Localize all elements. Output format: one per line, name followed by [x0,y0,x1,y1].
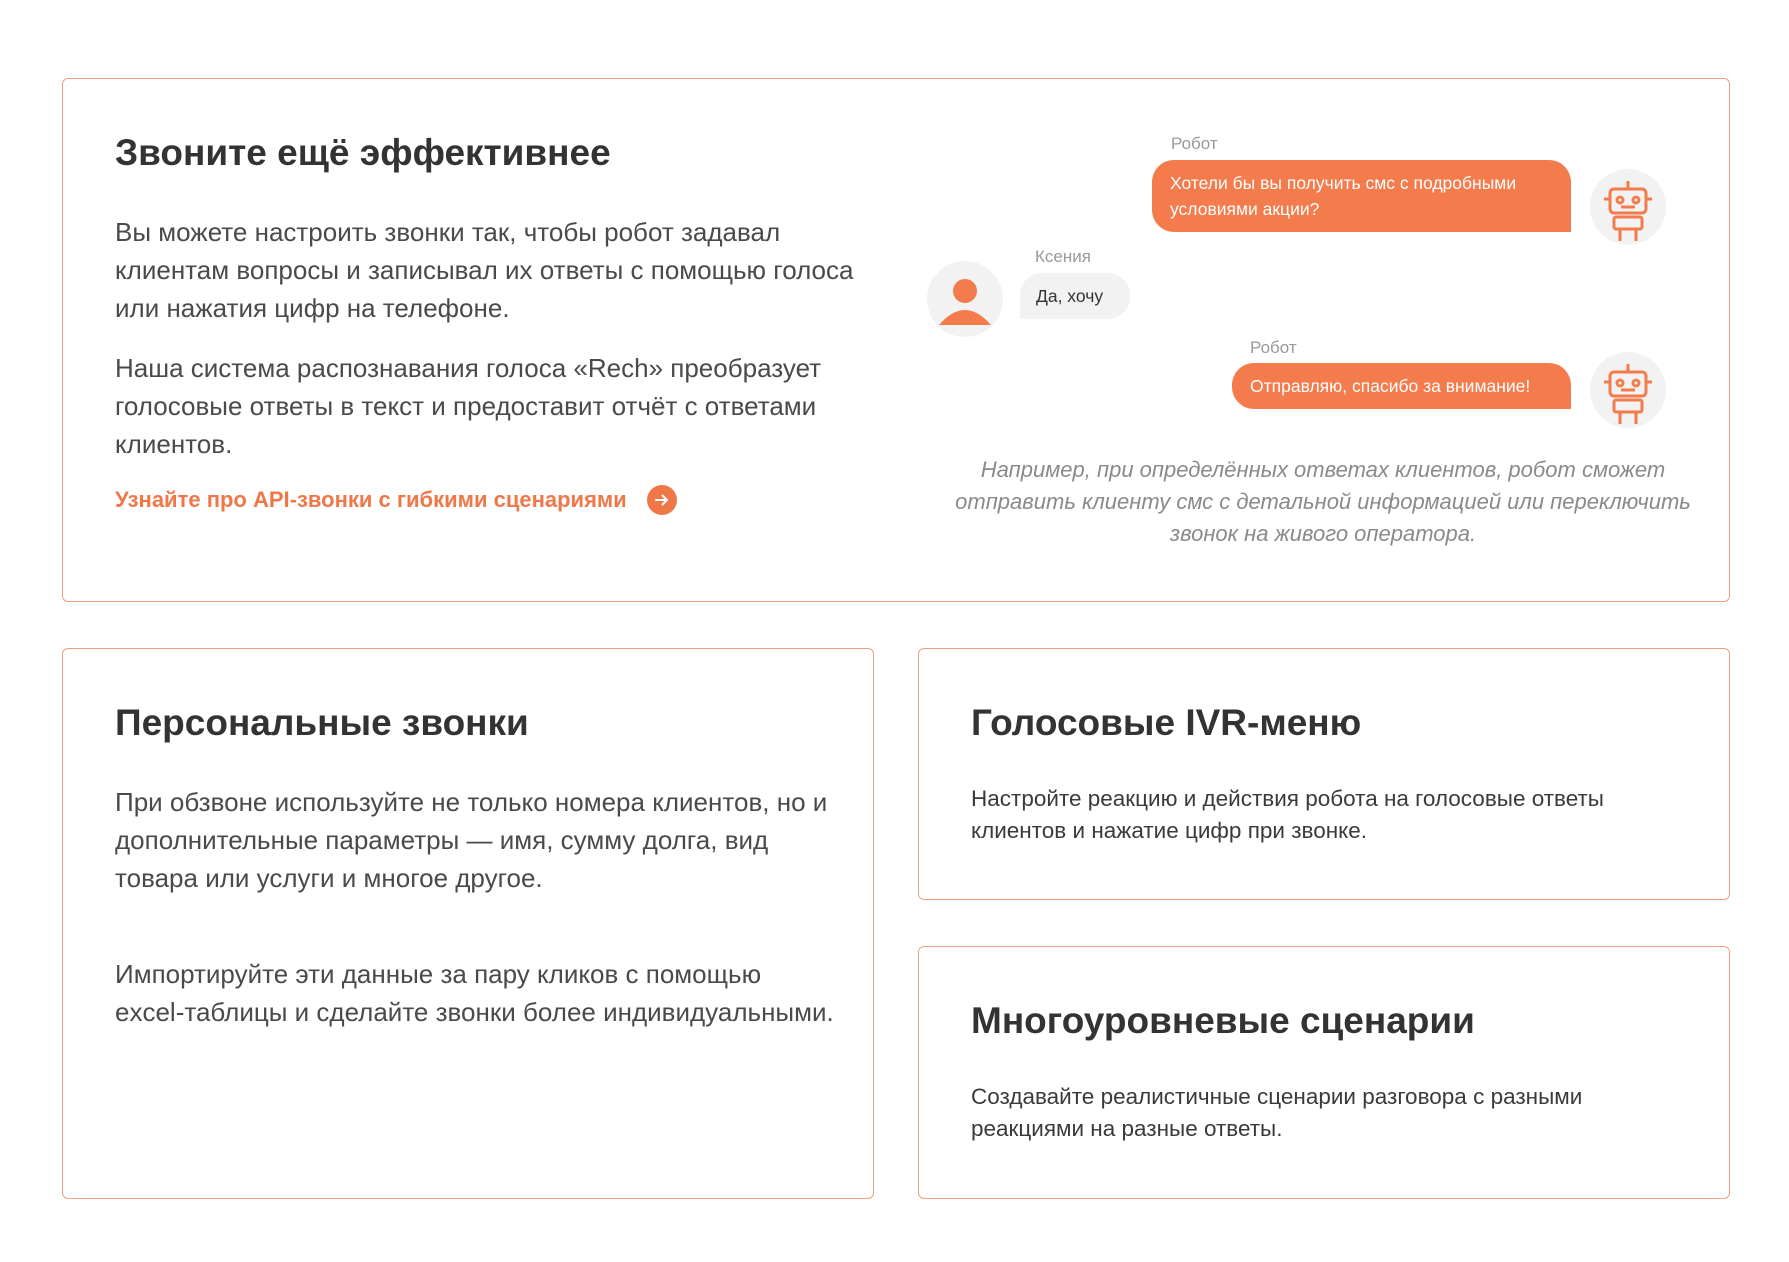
robot-message-bubble: Хотели бы вы получить смс с подробными условиями акции? [1152,160,1571,232]
card-paragraph: Наша система распознавания голоса «Rech» преобразует голосовые ответы в текст и предоставит отчёт с ответами клиентов. [115,353,822,459]
api-calls-link-label: Узнайте про API-звонки с гибкими сценариями [115,487,627,512]
card-paragraph: Вы можете настроить звонки так, чтобы робот задавал клиентам вопросы и записывал их ответы с помощью голоса или нажатия цифр на телефоне. [115,217,854,323]
card-title: Звоните ещё эффективнее [115,132,611,173]
card-paragraph: При обзвоне используйте не только номера клиентов, но и дополнительные параметры — имя, сумму долга, вид товара или услуги и многое другое. [115,787,828,893]
chat-sender-name: Робот [1171,134,1218,153]
arrow-right-icon [647,485,677,515]
card-title: Голосовые IVR-меню [971,702,1362,743]
card-paragraph: Создавайте реалистичные сценарии разговора с разными реакциями на разные ответы. [971,1084,1583,1141]
chat-caption: Например, при определённых ответах клиентов, робот сможет отправить клиенту смс с детальной информацией или переключить звонок на живого оператора. [955,457,1691,546]
api-calls-link[interactable] [115,485,677,515]
user-message-bubble: Да, хочу [1020,273,1130,319]
chat-sender-name: Робот [1250,338,1297,357]
feature-card-main [62,78,1730,602]
feature-card-multilevel-scenarios [918,946,1730,1199]
card-paragraph: Настройте реакцию и действия робота на голосовые ответы клиентов и нажатие цифр при звонке. [971,786,1604,843]
chat-sender-name: Ксения [1035,247,1091,266]
card-title: Многоуровневые сценарии [971,1000,1475,1041]
card-title: Персональные звонки [115,702,529,743]
robot-icon [1590,169,1666,245]
robot-message-bubble: Отправляю, спасибо за внимание! [1232,363,1571,409]
feature-card-ivr-menu [918,648,1730,900]
card-paragraph: Импортируйте эти данные за пару кликов с помощью excel-таблицы и сделайте звонки более индивидуальными. [115,959,834,1027]
robot-icon [1590,352,1666,428]
feature-card-personal-calls [62,648,874,1199]
user-icon [927,261,1003,337]
